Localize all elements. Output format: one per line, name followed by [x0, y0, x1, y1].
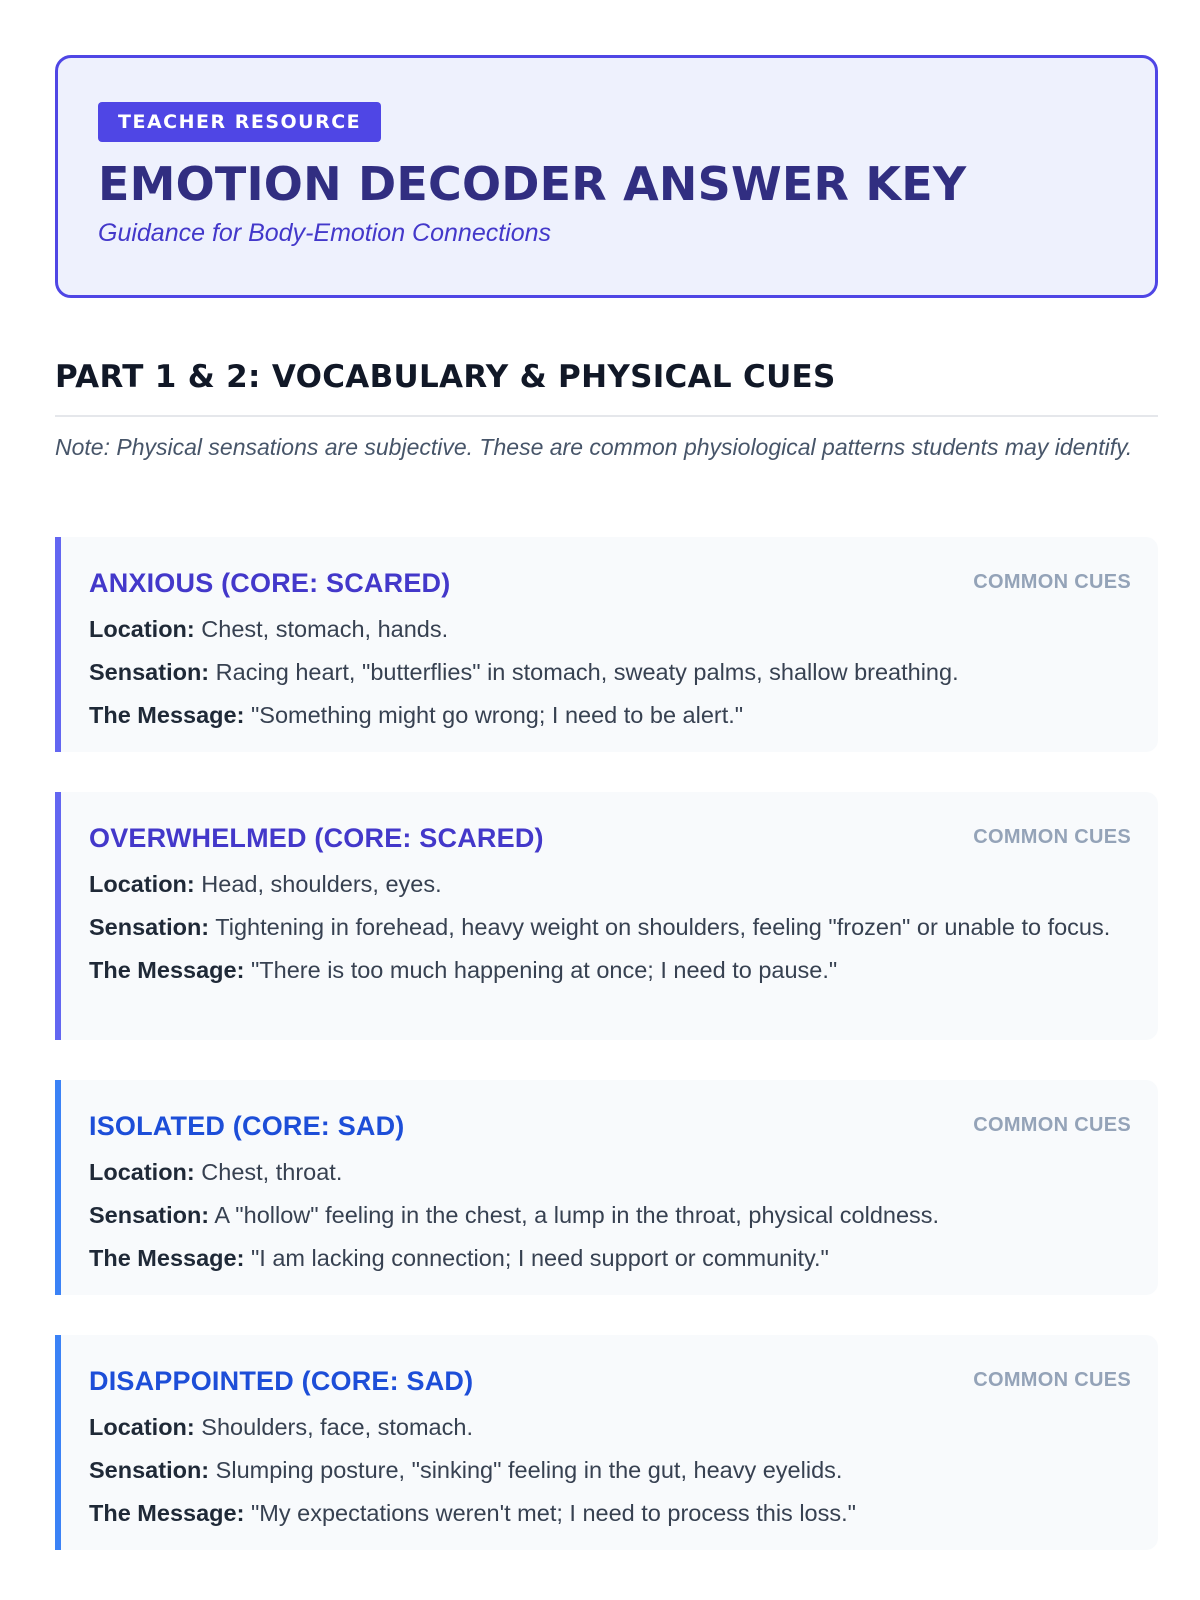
message-value: "I am lacking connection; I need support or community."	[250, 1245, 829, 1271]
section-title: PART 1 & 2: VOCABULARY & PHYSICAL CUES	[55, 359, 836, 395]
location-row	[89, 1411, 1131, 1444]
emotion-card-anxious	[55, 537, 1158, 752]
common-cues-tag: COMMON CUES	[973, 826, 1131, 848]
card-header	[89, 1108, 1131, 1146]
sensation-value: Racing heart, "butterflies" in stomach, sweaty palms, shallow breathing.	[215, 659, 959, 685]
message-label: The Message:	[89, 1245, 245, 1271]
location-label: Location:	[89, 871, 195, 897]
answer-key-page	[55, 55, 1158, 1526]
sensation-row	[89, 911, 1131, 944]
common-cues-tag: COMMON CUES	[973, 571, 1131, 593]
emotion-card-overwhelmed	[55, 792, 1158, 1040]
emotion-card-isolated	[55, 1080, 1158, 1295]
card-title: ANXIOUS (CORE: SCARED)	[89, 568, 451, 598]
sensation-row	[89, 656, 1131, 689]
sensation-value: Slumping posture, "sinking" feeling in the gut, heavy eyelids.	[215, 1457, 843, 1483]
message-label: The Message:	[89, 957, 245, 983]
message-row	[89, 954, 1131, 987]
message-value: "There is too much happening at once; I need to pause."	[250, 957, 838, 983]
sensation-label: Sensation:	[89, 659, 210, 685]
sensation-row	[89, 1454, 1131, 1487]
card-header	[89, 820, 1131, 858]
emotion-card-disappointed	[55, 1335, 1158, 1550]
message-value: "Something might go wrong; I need to be alert."	[250, 702, 744, 728]
sensation-row	[89, 1199, 1131, 1232]
message-label: The Message:	[89, 702, 245, 728]
location-row	[89, 868, 1131, 901]
page-title: EMOTION DECODER ANSWER KEY	[98, 157, 967, 211]
location-value: Chest, throat.	[201, 1159, 343, 1185]
common-cues-tag: COMMON CUES	[973, 1114, 1131, 1136]
location-label: Location:	[89, 1159, 195, 1185]
page-subtitle: Guidance for Body-Emotion Connections	[98, 219, 552, 247]
location-row	[89, 1156, 1131, 1189]
section-note: Note: Physical sensations are subjective. These are common physiological patterns students may identify.	[55, 434, 1133, 460]
location-label: Location:	[89, 616, 195, 642]
card-title: OVERWHELMED (CORE: SCARED)	[89, 823, 544, 853]
section-divider	[55, 415, 1158, 417]
message-row	[89, 1242, 1131, 1275]
sensation-label: Sensation:	[89, 1457, 210, 1483]
card-header	[89, 565, 1131, 603]
card-header	[89, 1363, 1131, 1401]
sensation-label: Sensation:	[89, 914, 210, 940]
message-row	[89, 1497, 1131, 1530]
location-value: Chest, stomach, hands.	[201, 616, 449, 642]
header-panel	[55, 55, 1158, 298]
message-value: "My expectations weren't met; I need to process this loss."	[250, 1500, 856, 1526]
message-label: The Message:	[89, 1500, 245, 1526]
card-title: ISOLATED (CORE: SAD)	[89, 1111, 405, 1141]
location-label: Location:	[89, 1414, 195, 1440]
location-value: Shoulders, face, stomach.	[201, 1414, 473, 1440]
location-value: Head, shoulders, eyes.	[201, 871, 442, 897]
sensation-value: Tightening in forehead, heavy weight on shoulders, feeling "frozen" or unable to focus.	[215, 914, 1111, 940]
message-row	[89, 699, 1131, 732]
location-row	[89, 613, 1131, 646]
sensation-value: A "hollow" feeling in the chest, a lump in the throat, physical coldness.	[214, 1202, 940, 1228]
sensation-label: Sensation:	[89, 1202, 210, 1228]
common-cues-tag: COMMON CUES	[973, 1369, 1131, 1391]
card-title: DISAPPOINTED (CORE: SAD)	[89, 1366, 474, 1396]
teacher-resource-badge: TEACHER RESOURCE	[98, 102, 381, 142]
